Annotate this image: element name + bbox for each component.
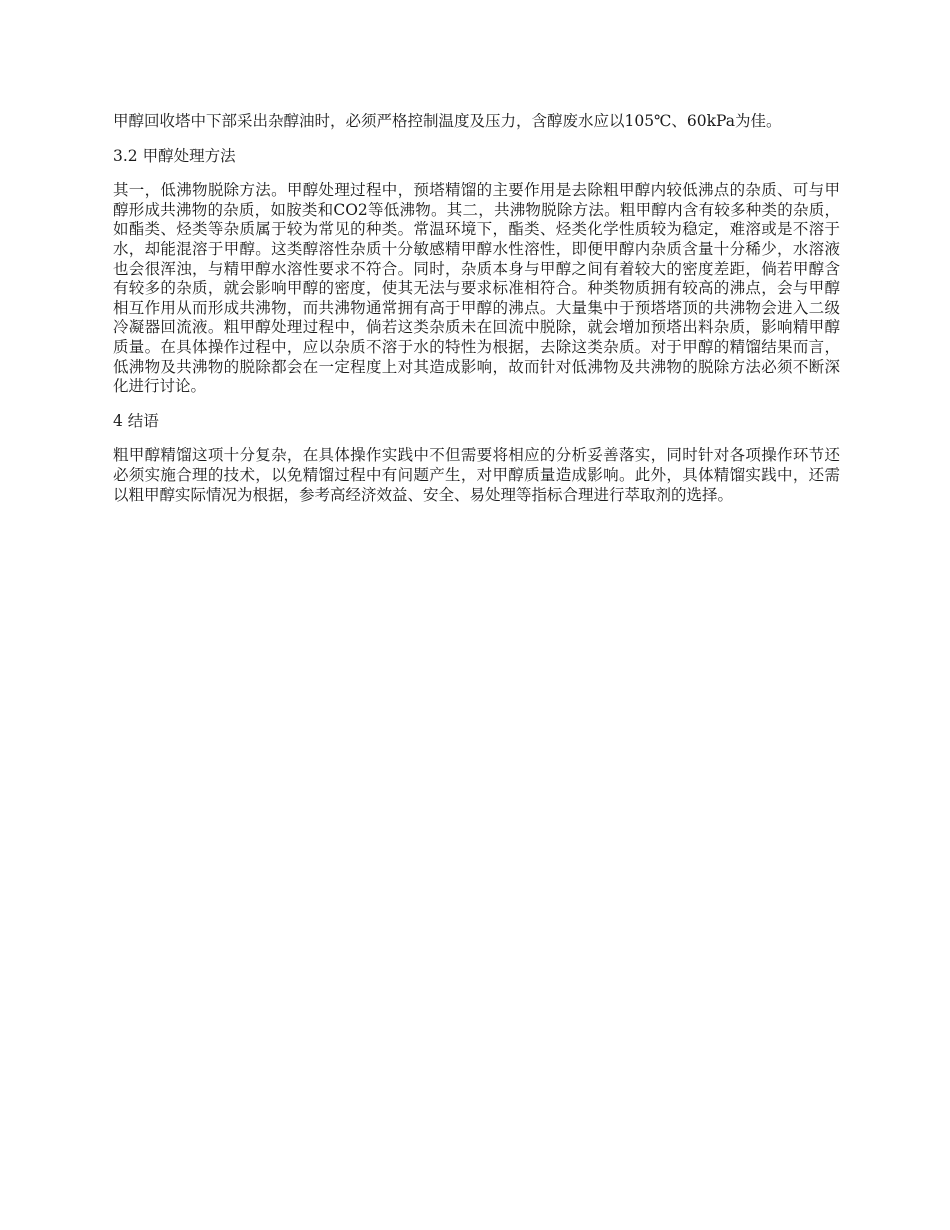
document-page	[113, 112, 840, 520]
section-3-2-paragraph: 其一，低沸物脱除方法。甲醇处理过程中，预塔精馏的主要作用是去除粗甲醇内较低沸点的杂质、可与甲醇形成共沸物的杂质，如胺类和CO2等低沸物。其二，共沸物脱除方法。粗甲醇内含有较多种类的杂质，如酯类、烃类等杂质属于较为常见的种类。常温环境下，酯类、烃类化学性质较为稳定，难溶或是不溶于水，却能混溶于甲醇。这类醇溶性杂质十分敏感精甲醇水性溶性，即便甲醇内杂质含量十分稀少，水溶液也会很浑浊，与精甲醇水溶性要求不符合。同时，杂质本身与甲醇之间有着较大的密度差距，倘若甲醇含有较多的杂质，就会影响甲醇的密度，使其无法与要求标准相符合。种类物质拥有较高的沸点，会与甲醇相互作用从而形成共沸物，而共沸物通常拥有高于甲醇的沸点。大量集中于预塔塔顶的共沸物会进入二级冷凝器回流液。粗甲醇处理过程中，倘若这类杂质未在回流中脱除，就会增加预塔出料杂质，影响精甲醇质量。在具体操作过程中，应以杂质不溶于水的特性为根据，去除这类杂质。对于甲醇的精馏结果而言，低沸物及共沸物的脱除都会在一定程度上对其造成影响，故而针对低沸物及共沸物的脱除方法必须不断深化进行讨论。	[113, 181, 840, 396]
section-3-2-heading: 3.2 甲醇处理方法	[113, 146, 236, 165]
section-4-paragraph: 粗甲醇精馏这项十分复杂，在具体操作实践中不但需要将相应的分析妥善落实，同时针对各项操作环节还必须实施合理的技术，以免精馏过程中有问题产生，对甲醇质量造成影响。此外，具体精馏实践中，还需以粗甲醇实际情况为根据，参考高经济效益、安全、易处理等指标合理进行萃取剂的选择。	[113, 446, 840, 504]
intro-paragraph: 甲醇回收塔中下部采出杂醇油时，必须严格控制温度及压力，含醇废水应以105℃、60kPa为佳。	[113, 112, 782, 130]
section-4-heading: 4 结语	[113, 411, 159, 430]
